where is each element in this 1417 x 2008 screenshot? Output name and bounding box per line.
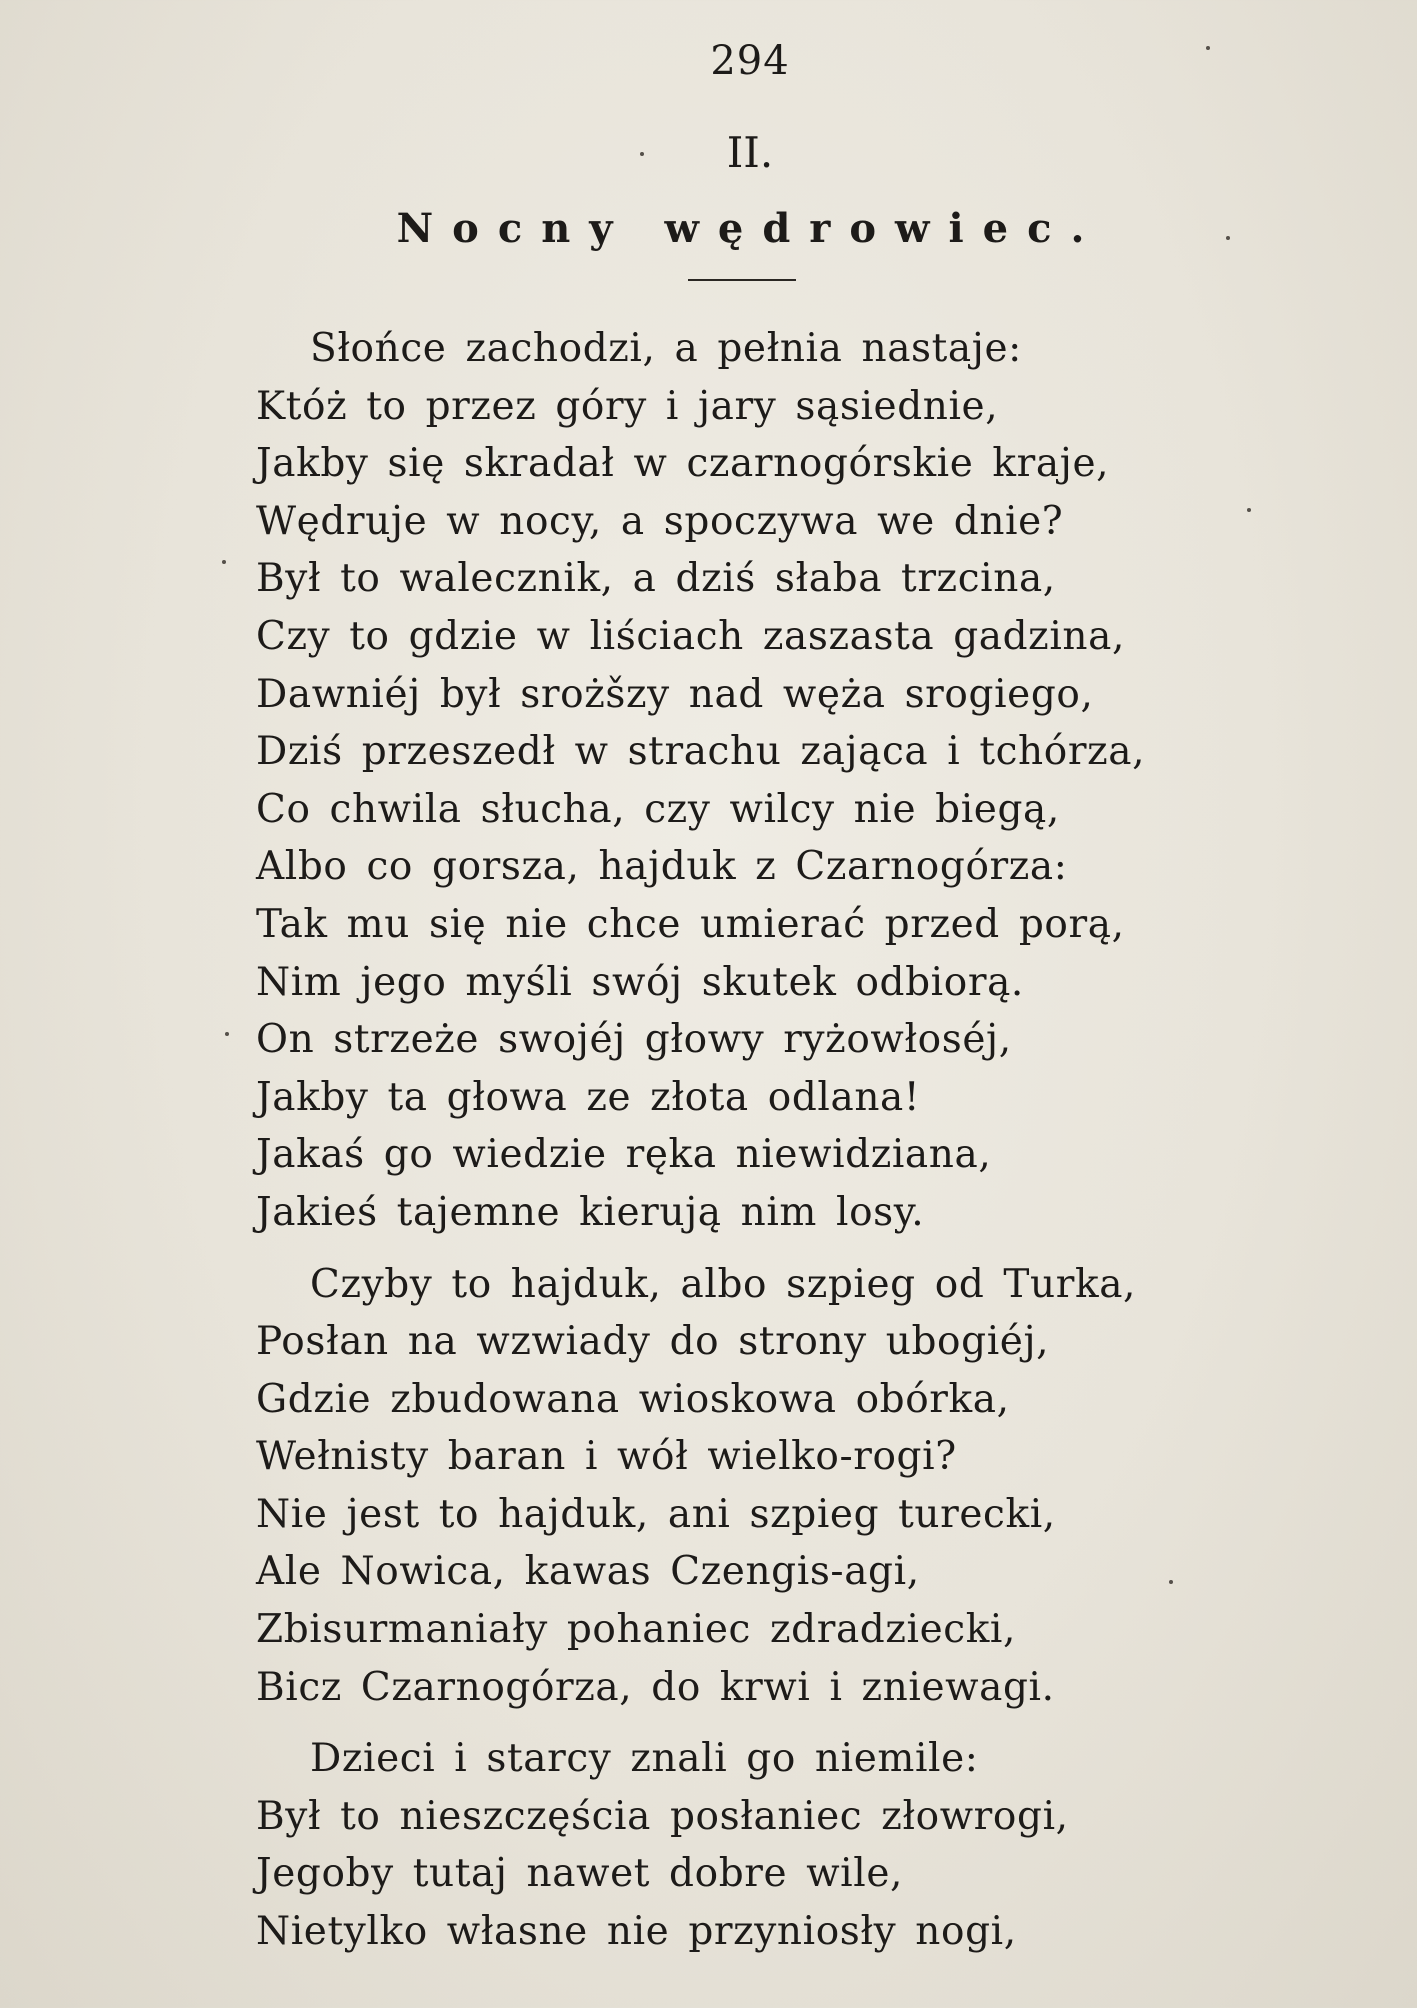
- paper-speck: [1169, 1580, 1173, 1584]
- verse-line: Dziś przeszedł w strachu zająca i tchórza,: [256, 729, 1146, 775]
- verse-line: Jakby się skradał w czarnogórskie kraje,: [256, 441, 1110, 487]
- verse-line: Posłan na wzwiady do strony ubogiéj,: [256, 1319, 1050, 1365]
- stanza-2: [256, 1256, 1256, 1717]
- verse-line: Czy to gdzie w liściach zaszasta gadzina,: [256, 613, 1125, 659]
- verse-line: Nim jego myśli swój skutek odbiorą.: [256, 959, 1024, 1005]
- paper-speck: [1206, 46, 1210, 50]
- page-number: 294: [710, 38, 790, 84]
- verse-line: Jakby ta głowa ze złota odlana!: [256, 1074, 921, 1120]
- paper-speck: [225, 1032, 229, 1036]
- verse-line: Jegoby tutaj nawet dobre wile,: [256, 1851, 903, 1897]
- verse-line: Był to walecznik, a dziś słaba trzcina,: [256, 556, 1056, 602]
- verse-line: Nie jest to hajduk, ani szpieg turecki,: [256, 1491, 1056, 1537]
- poem-title: Nocny wędrowiec.: [396, 205, 1104, 252]
- verse-line: Był to nieszczęścia posłaniec złowrogi,: [256, 1793, 1069, 1839]
- stanza-1: [256, 320, 1256, 1242]
- verse-line: Bicz Czarnogórza, do krwi i zniewagi.: [256, 1664, 1055, 1710]
- verse-line: Zbisurmaniały pohaniec zdradziecki,: [256, 1607, 1017, 1653]
- verse-line: Albo co gorsza, hajduk z Czarnogórza:: [256, 844, 1068, 890]
- verse-line: Wędruje w nocy, a spoczywa we dnie?: [256, 498, 1064, 544]
- verse-line: Co chwila słucha, czy wilcy nie biegą,: [256, 786, 1060, 832]
- paper-speck: [1247, 508, 1251, 512]
- stanza-3: [256, 1730, 1256, 1960]
- verse-line: Któż to przez góry i jary sąsiednie,: [256, 383, 999, 429]
- verse-line: On strzeże swojéj głowy ryżowłoséj,: [256, 1017, 1012, 1063]
- paper-speck: [640, 152, 644, 156]
- verse-line: Jakieś tajemne kierują nim losy.: [256, 1189, 925, 1235]
- verse-line: Słońce zachodzi, a pełnia nastaje:: [310, 326, 1022, 371]
- verse-line: Dawniéj był srożšzy nad węża srogiego,: [256, 671, 1094, 717]
- verse-line: Dzieci i starcy znali go niemile:: [310, 1736, 979, 1782]
- verse-line: Tak mu się nie chce umierać przed porą,: [256, 901, 1125, 947]
- verse-line: Nietylko własne nie przyniosły nogi,: [256, 1909, 1017, 1955]
- paper-speck: [222, 560, 226, 564]
- verse-line: Gdzie zbudowana wioskowa obórka,: [256, 1376, 1010, 1422]
- verse-line: Jakaś go wiedzie ręka niewidziana,: [256, 1132, 992, 1178]
- chapter-number: II.: [726, 128, 774, 177]
- verse-line: Ale Nowica, kawas Czengis-agi,: [256, 1549, 920, 1595]
- poem-body: [256, 320, 1256, 1975]
- paper-speck: [1226, 236, 1230, 240]
- verse-line: Wełnisty baran i wół wielko-rogi?: [256, 1434, 957, 1480]
- verse-line: Czyby to hajduk, albo szpieg od Turka,: [310, 1261, 1137, 1307]
- title-divider: [688, 279, 796, 281]
